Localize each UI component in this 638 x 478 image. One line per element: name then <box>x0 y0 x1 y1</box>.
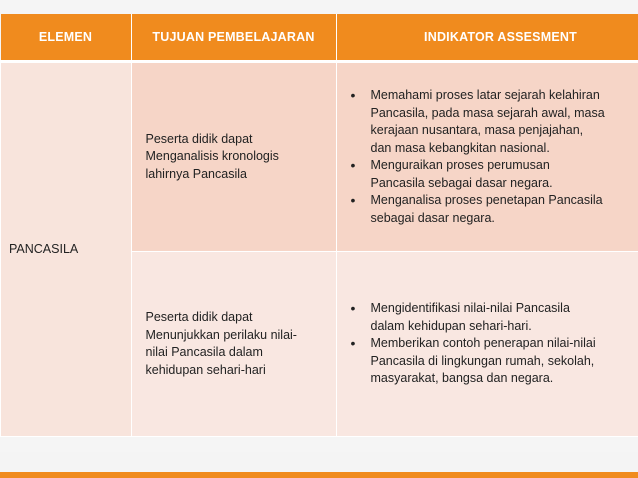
tujuan-cell <box>131 252 336 437</box>
indikator-cell <box>336 62 638 252</box>
tujuan-line: lahirnya Pancasila <box>145 166 247 181</box>
tujuan-line: nilai Pancasila dalam <box>145 345 263 359</box>
indikator-item <box>371 300 638 335</box>
tujuan-cell <box>131 62 336 252</box>
header-tujuan-pembelajaran: TUJUAN PEMBELAJARAN <box>131 14 336 62</box>
indikator-item <box>371 335 638 388</box>
indikator-line: kerajaan nusantara, masa penjajahan, <box>370 123 584 137</box>
tujuan-line: Menunjukkan perilaku nilai- <box>145 327 297 342</box>
header-indikator-assesment: INDIKATOR ASSESMENT <box>336 14 638 62</box>
accent-bar <box>0 472 638 478</box>
learning-objectives-table <box>0 14 638 437</box>
indikator-line: dalam kehidupan sehari-hari. <box>370 318 532 333</box>
table-row <box>1 62 638 252</box>
indikator-line: Pancasila, pada masa sejarah awal, masa <box>370 105 605 120</box>
indikator-item <box>371 157 638 192</box>
indikator-line: Pancasila di lingkungan rumah, sekolah, <box>370 353 595 368</box>
indikator-list <box>345 87 638 227</box>
indikator-line: • Menguraikan proses perumusan <box>370 158 550 172</box>
tujuan-line: Peserta didik dapat <box>145 131 253 146</box>
elemen-cell: PANCASILA <box>1 62 132 437</box>
indikator-list <box>345 300 638 388</box>
indikator-line: masyarakat, bangsa dan negara. <box>370 371 554 386</box>
table-header-row <box>1 14 638 62</box>
header-elemen: ELEMEN <box>1 14 132 62</box>
indikator-cell <box>336 252 638 437</box>
indikator-line: sebagai dasar negara. <box>370 210 495 225</box>
indikator-line: • Memberikan contoh penerapan nilai-nilai <box>370 336 596 351</box>
indikator-line: • Memahami proses latar sejarah kelahiran <box>370 88 600 102</box>
indikator-item <box>371 192 638 227</box>
tujuan-line: kehidupan sehari-hari <box>145 362 266 377</box>
tujuan-line: Menganalisis kronologis <box>145 149 279 164</box>
tujuan-line: Peserta didik dapat <box>145 310 253 324</box>
indikator-item <box>371 87 638 157</box>
indikator-line: • Menganalisa proses penetapan Pancasila <box>370 193 603 207</box>
indikator-line: • Mengidentifikasi nilai-nilai Pancasila <box>370 301 570 316</box>
indikator-line: dan masa kebangkitan nasional. <box>370 140 550 155</box>
indikator-line: Pancasila sebagai dasar negara. <box>370 175 553 190</box>
